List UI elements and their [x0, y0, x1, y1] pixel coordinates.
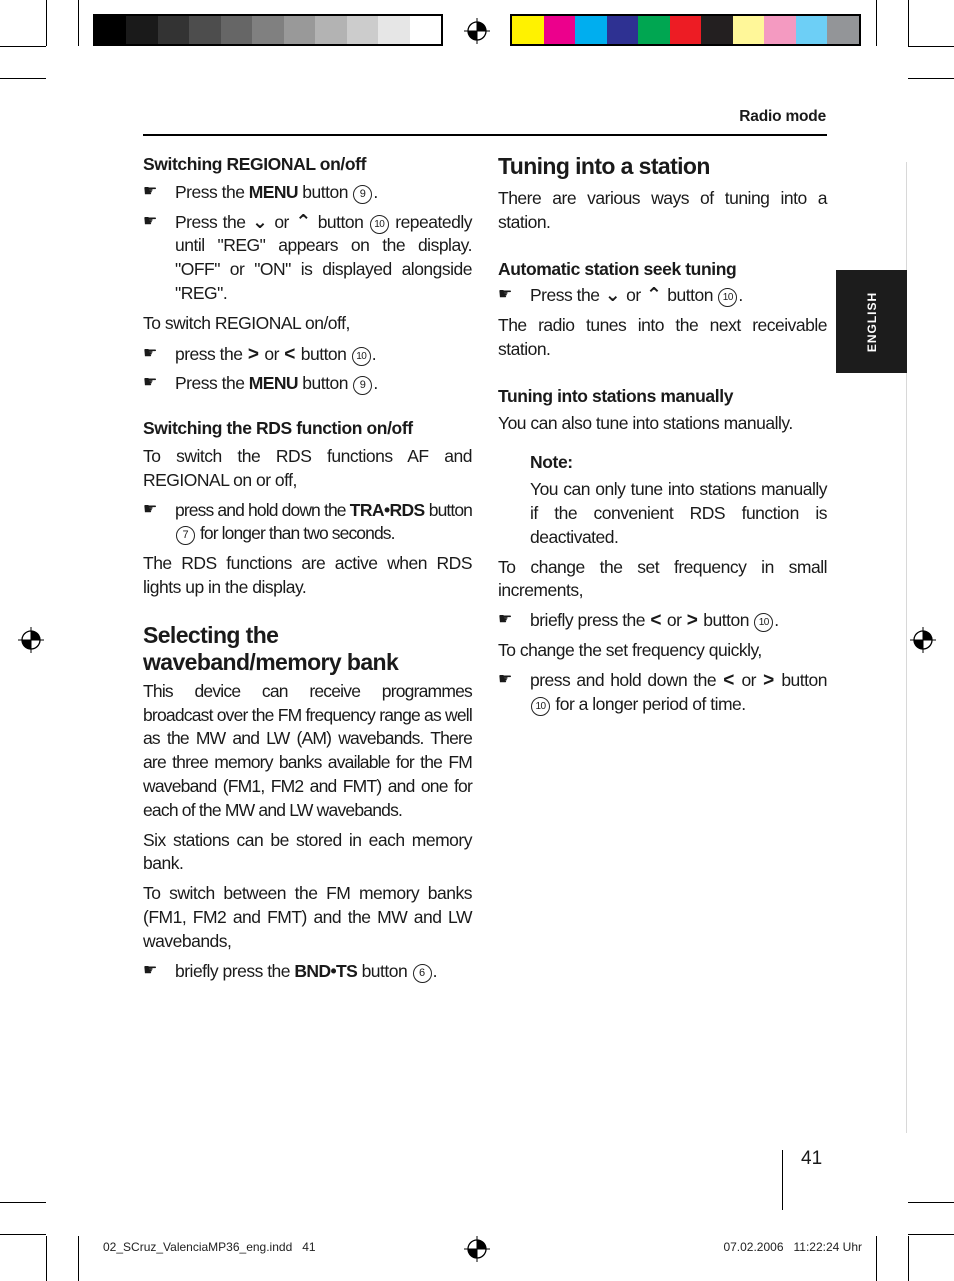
paragraph: There are various ways of tuning into a station. [498, 188, 827, 232]
note-block [498, 451, 827, 549]
list-item: ☛ Press the ⌄ or ⌃ button 10 . [498, 285, 743, 307]
color-calibration-bar [510, 14, 861, 46]
rds-heading: Switching the RDS function on/off [143, 418, 413, 439]
paragraph: Six stations can be stored in each memory bank. [143, 829, 472, 874]
list-item: ☛ Press the MENU button 9 . [143, 181, 378, 202]
page-number-rule [782, 1150, 783, 1210]
crop-mark [46, 0, 47, 46]
language-tab-label: ENGLISH [864, 291, 879, 352]
pointing-hand-icon: ☛ [143, 344, 158, 362]
button-number-badge: 10 [754, 613, 773, 632]
color-swatch [607, 16, 639, 44]
paragraph: To switch REGIONAL on/off, [143, 312, 350, 333]
crop-mark [908, 78, 954, 79]
crop-mark [46, 1236, 47, 1281]
color-swatch [764, 16, 796, 44]
pointing-hand-icon: ☛ [143, 961, 158, 979]
auto-seek-heading: Automatic station seek tuning [498, 258, 737, 279]
pointing-hand-icon: ☛ [498, 670, 513, 688]
tab-guide-line [906, 162, 907, 270]
crop-mark [0, 1234, 46, 1235]
chevron-left-icon: < [723, 669, 735, 691]
paragraph: The RDS functions are active when RDS lights up in the display. [143, 553, 472, 597]
pointing-hand-icon: ☛ [498, 286, 513, 304]
pointing-hand-icon: ☛ [143, 374, 158, 392]
crop-mark [876, 0, 877, 46]
pointing-hand-icon: ☛ [498, 611, 513, 629]
button-number-badge: 10 [718, 288, 737, 307]
paragraph: This device can receive programmes broadcast over the FM frequency range as well as the MW and LW (AM) wavebands. There are three memory banks available for the FM waveband (FM1, FM2 and FMT) and one for each of the MW and LW wavebands. [143, 680, 472, 820]
chevron-left-icon: < [650, 610, 662, 632]
button-number-badge: 10 [352, 347, 371, 366]
regional-heading: Switching REGIONAL on/off [143, 154, 366, 174]
list-item: ☛ briefly press the BND•TS button 6 . [143, 960, 437, 981]
crop-mark [908, 1202, 954, 1203]
right-column [498, 150, 827, 716]
chevron-right-icon: > [686, 610, 698, 632]
tuning-heading: Tuning into a station [498, 153, 710, 179]
color-swatch [252, 16, 283, 44]
page-number: 41 [801, 1148, 823, 1169]
list-item: ☛ Press the MENU button 9 . [143, 373, 378, 394]
slug-left: 02_SCruz_ValenciaMP36_eng.indd 41 [103, 1240, 316, 1254]
button-number-badge: 7 [176, 526, 195, 545]
crop-mark [908, 46, 954, 47]
list-item: ☛ briefly press the < or > button 10 . [498, 610, 779, 632]
color-swatch [284, 16, 315, 44]
crop-mark [0, 46, 46, 47]
chevron-up-icon: ⌃ [295, 211, 312, 233]
paragraph: The radio tunes into the next receivable station. [498, 315, 827, 359]
section-title: Radio mode [739, 108, 826, 125]
color-swatch [544, 16, 576, 44]
language-tab [836, 270, 907, 373]
color-swatch [189, 16, 220, 44]
registration-mark-icon [464, 18, 490, 44]
color-swatch [410, 16, 441, 44]
slug-right: 07.02.2006 11:22:24 Uhr [723, 1240, 862, 1254]
color-swatch [575, 16, 607, 44]
paragraph: To switch the RDS functions AF and REGIONAL on or off, [143, 445, 472, 490]
crop-mark [78, 0, 79, 46]
left-column [143, 150, 472, 983]
crop-mark [78, 1236, 79, 1281]
chevron-right-icon: > [763, 669, 775, 691]
chevron-right-icon: > [247, 343, 259, 365]
registration-mark-icon [464, 1236, 490, 1262]
color-swatch [670, 16, 702, 44]
button-number-badge: 10 [370, 215, 389, 234]
color-swatch [638, 16, 670, 44]
color-swatch [733, 16, 765, 44]
color-swatch [315, 16, 346, 44]
list-item: ☛ Press the ⌄ or ⌃ button 10 repeatedly until "REG" appears on the display. "OFF" or "ON" is displayed alongside "REG". [143, 211, 472, 303]
color-swatch [512, 16, 544, 44]
waveband-heading: Selecting the waveband/memory bank [143, 621, 399, 675]
chevron-up-icon: ⌃ [646, 285, 662, 307]
crop-mark [0, 78, 46, 79]
color-swatch [221, 16, 252, 44]
button-number-badge: 9 [353, 376, 372, 395]
color-swatch [796, 16, 828, 44]
pointing-hand-icon: ☛ [143, 500, 158, 518]
manual-tuning-heading: Tuning into stations manually [498, 385, 734, 406]
crop-mark [0, 1202, 46, 1203]
button-number-badge: 9 [353, 185, 372, 204]
color-swatch [95, 16, 126, 44]
color-swatch [347, 16, 378, 44]
note-label: Note: [530, 452, 573, 473]
grayscale-calibration-bar [93, 14, 443, 46]
button-number-badge: 10 [531, 697, 550, 716]
color-swatch [378, 16, 409, 44]
color-swatch [701, 16, 733, 44]
color-swatch [827, 16, 859, 44]
registration-mark-icon [18, 627, 44, 653]
crop-mark [876, 1236, 877, 1281]
button-number-badge: 6 [413, 964, 432, 983]
chevron-left-icon: < [284, 343, 296, 365]
tab-guide-line [906, 373, 907, 1133]
crop-mark [908, 1236, 909, 1281]
list-item: ☛ press and hold down the < or > button 10 for a longer period of time. [498, 669, 827, 714]
header-rule [143, 134, 827, 136]
color-swatch [126, 16, 157, 44]
list-item: ☛ press the > or < button 10 . [143, 343, 377, 365]
chevron-down-icon: ⌄ [251, 211, 268, 233]
pointing-hand-icon: ☛ [143, 212, 158, 230]
registration-mark-icon [910, 627, 936, 653]
note-text: You can only tune into stations manually if the convenient RDS function is deactivated. [530, 479, 827, 547]
paragraph: You can also tune into stations manually. [498, 412, 793, 433]
list-item: ☛ press and hold down the TRA•RDS button 7 for longer than two seconds. [143, 499, 473, 544]
crop-mark [908, 1234, 954, 1235]
color-swatch [158, 16, 189, 44]
chevron-down-icon: ⌄ [604, 285, 621, 307]
pointing-hand-icon: ☛ [143, 182, 158, 200]
crop-mark [908, 0, 909, 46]
paragraph: To change the set frequency in small increments, [498, 556, 827, 601]
paragraph: To switch between the FM memory banks (FM1, FM2 and FMT) and the MW and LW wavebands, [143, 883, 472, 951]
paragraph: To change the set frequency quickly, [498, 639, 762, 660]
